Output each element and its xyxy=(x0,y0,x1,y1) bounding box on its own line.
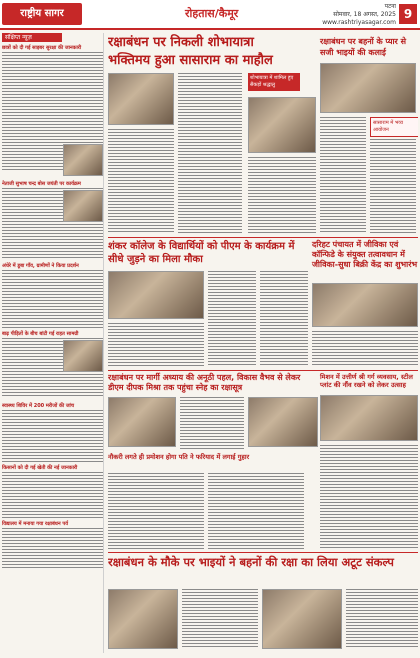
brief-body xyxy=(2,472,103,518)
divider xyxy=(108,237,418,238)
side-photo xyxy=(320,63,416,113)
story-photo xyxy=(108,397,176,447)
brief-body xyxy=(2,410,103,462)
lead-body xyxy=(178,73,242,233)
divider xyxy=(108,552,418,553)
city-label: पटना xyxy=(384,3,396,10)
story-body xyxy=(108,473,204,549)
story-headline: दरिहट पंचायत में जीविका एवं कॉन्फिडे के संयुक्त तत्वावधान में जीविका-सुधा बिक्री केंद्र का शुभारंभ xyxy=(312,240,418,269)
brief-headline: बाढ़ पीड़ितों के बीच बांटी गई राहत सामग्री xyxy=(2,331,79,337)
brief-photo xyxy=(63,340,103,372)
lead-body xyxy=(248,157,316,233)
lead-headline: रक्षाबंधन पर निकली शोभायात्रा xyxy=(108,35,254,50)
story-photo xyxy=(248,397,318,447)
story-headline: मिशन में उत्तीर्ण श्री गर्ग व्यवसाय, स्टील प्लांट की नौंव रखने को लेकर उत्साह xyxy=(320,373,413,389)
bottom-photo xyxy=(262,589,342,649)
brief-headline: छात्रों को दी गई साइबर सुरक्षा की जानकारी xyxy=(2,45,82,51)
bottom-body xyxy=(346,589,418,649)
left-column xyxy=(2,33,104,653)
story-photo xyxy=(108,271,204,319)
brief-headline: किसानों को दी गई खेती की नई जानकारी xyxy=(2,465,78,471)
masthead xyxy=(0,0,420,30)
bottom-headline: रक्षाबंधन के मौके पर भाइयों ने बहनों की रक्षा का लिया अटूट संकल्प xyxy=(108,555,394,569)
main-area xyxy=(108,33,418,653)
story-photo xyxy=(320,395,418,441)
brief-body xyxy=(2,270,103,328)
story-headline: रक्षाबंधन पर मार्गी अध्याय की अनूठी पहल, विकास वैभव से लेकर डीएम दीपक मिश्रा तक पहुंचा स्नेह का रक्षासूत्र xyxy=(108,373,301,392)
story-body xyxy=(180,397,244,451)
story-headline: शंकर कॉलेज के विद्यार्थियों को पीएम के कार्यक्रम में सीधे जुड़ने का मिला मौका xyxy=(108,241,295,265)
section-tag: संक्षिप्त न्यूज़ xyxy=(2,33,62,42)
bottom-body xyxy=(182,589,258,649)
story-body xyxy=(108,323,204,367)
story-body xyxy=(312,331,418,367)
brief-body xyxy=(2,52,103,140)
pull-quote: शोभायात्रा में शामिल हुए सैकड़ों श्रद्धालु xyxy=(248,73,300,91)
story-photo xyxy=(312,283,418,327)
brief-headline: अंधेरे में डूबा गाँव, ग्रामीणों ने किया प्रदर्शन xyxy=(2,263,79,269)
newspaper-brand: राष्ट्रीय सागर xyxy=(2,3,82,25)
brief-headline: स्वास्थ्य शिविर में 200 मरीजों की जांच xyxy=(2,403,75,409)
divider xyxy=(108,370,418,371)
edition-title: रोहतास/कैमूर xyxy=(185,7,239,20)
lead-photo xyxy=(248,97,316,153)
side-body xyxy=(370,139,416,233)
brief-headline: विद्यालय में मनाया गया रक्षाबंधन पर्व xyxy=(2,521,69,527)
brief-photo xyxy=(63,190,103,222)
brief-photo xyxy=(63,144,103,176)
story-body xyxy=(208,473,304,549)
date-label: सोमवार, 18 अगस्त, 2025 xyxy=(333,11,396,18)
side-headline: रक्षाबंधन पर बहनों के प्यार से सजी भाइयों की कलाई xyxy=(320,37,407,57)
brief-body xyxy=(2,528,103,568)
story-body xyxy=(260,271,308,367)
side-body xyxy=(320,117,366,233)
bottom-photo xyxy=(108,589,178,649)
brief-headline: नेताजी सुभाष चन्द्र बोस जयंती पर कार्यक्रम xyxy=(2,181,81,187)
page-number: 9 xyxy=(399,4,417,24)
story-headline: नौकरी लगते ही प्रमोशन होगा पति ने फरियाद में लगाई गुहार xyxy=(108,453,250,461)
story-body xyxy=(320,445,418,549)
lead-subheadline: भक्तिमय हुआ सासाराम का माहौल xyxy=(108,53,273,68)
lead-photo xyxy=(108,73,174,125)
lead-body xyxy=(108,129,174,233)
pull-quote: सासाराम में भव्य आयोजन xyxy=(370,117,418,137)
web-label: www.rashtriyasagar.com xyxy=(322,19,396,26)
date-block xyxy=(322,3,396,27)
story-body xyxy=(208,271,256,367)
